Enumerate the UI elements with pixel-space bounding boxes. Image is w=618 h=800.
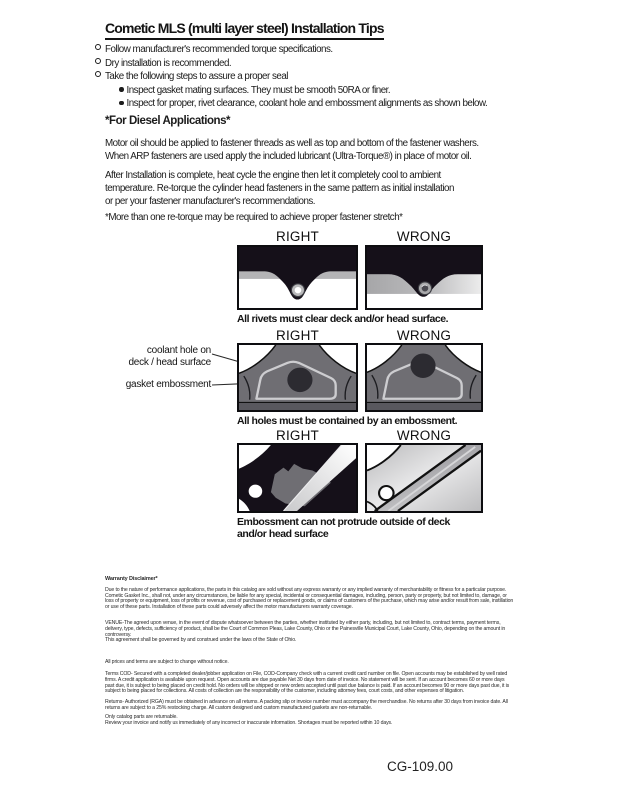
caption-line: and/or head surface bbox=[237, 528, 329, 540]
diagram1-wrong-label: WRONG bbox=[396, 229, 452, 244]
bullet-text: Take the following steps to assure a proper seal bbox=[105, 71, 288, 83]
diagram1-right-panel bbox=[237, 245, 358, 310]
diagram3-wrong-label: WRONG bbox=[396, 428, 452, 443]
rivet-clear-illustration bbox=[239, 247, 356, 308]
annotation-line: coolant hole on bbox=[146, 345, 211, 356]
hole-outside-illustration bbox=[367, 345, 481, 410]
sub-bullet-item bbox=[95, 84, 487, 98]
bullet-item bbox=[95, 43, 487, 57]
bullet-item bbox=[95, 57, 487, 71]
diagram1-right-label: RIGHT bbox=[276, 229, 319, 244]
annotation-line: deck / head surface bbox=[128, 356, 211, 368]
diagram3-right-label: RIGHT bbox=[276, 428, 319, 443]
bullet-text: Follow manufacturer's recommended torque specifications. bbox=[105, 44, 333, 55]
paragraph-line: Motor oil should be applied to fastener threads as well as top and bottom of the fastener washers. bbox=[105, 138, 479, 149]
coolant-hole-icon bbox=[410, 353, 435, 377]
tip-bullet-list bbox=[95, 43, 487, 111]
paragraph-line: After Installation is complete, heat cycle the engine then let it completely cool to ambient bbox=[105, 170, 441, 181]
open-bullet-icon bbox=[95, 58, 101, 64]
sub-bullet-item bbox=[95, 97, 487, 111]
legal-paragraph: All prices and terms are subject to change without notice. bbox=[105, 659, 229, 666]
filled-bullet-icon bbox=[119, 87, 124, 92]
diagram2-right-panel bbox=[237, 343, 358, 412]
diagram1-wrong-panel bbox=[365, 245, 483, 310]
coolant-hole-icon bbox=[287, 368, 312, 392]
diagram2-wrong-label: WRONG bbox=[396, 328, 452, 343]
paragraph-line: When ARP fasteners are used apply the included lubricant (Ultra-Torque®) in place of motor oil. bbox=[105, 151, 472, 163]
legal-paragraph: Only catalog parts are returnable. bbox=[105, 713, 178, 720]
bullet-item bbox=[95, 70, 487, 84]
filled-bullet-icon bbox=[119, 101, 124, 106]
bullet-text: Dry installation is recommended. bbox=[105, 57, 232, 69]
bolt-hole-icon bbox=[249, 485, 263, 498]
paragraph-line: temperature. Re-torque the cylinder head fasteners in the same pattern as initial installation bbox=[105, 183, 454, 195]
retorque-note: *More than one re-torque may be required to achieve proper fastener stretch* bbox=[105, 212, 403, 223]
diagram2-right-label: RIGHT bbox=[276, 328, 319, 343]
diagram3-caption bbox=[237, 516, 450, 540]
diagram1-caption: All rivets must clear deck and/or head surface. bbox=[237, 313, 449, 325]
sub-bullet-text: Inspect for proper, rivet clearance, coolant hole and embossment alignments as shown below. bbox=[126, 98, 488, 110]
warranty-heading: Warranty Disclaimer* bbox=[105, 576, 158, 582]
open-bullet-icon bbox=[95, 44, 101, 50]
bolt-hole-icon bbox=[379, 486, 393, 500]
diagram2-caption: All holes must be contained by an embossment. bbox=[237, 415, 458, 427]
gasket-embossment-annotation: gasket embossment bbox=[125, 379, 211, 390]
diesel-heading: *For Diesel Applications* bbox=[105, 115, 231, 127]
legal-paragraph: VENUE-The agreed upon venue, in the event of dispute whatsoever between the parties, whether instituted by either party, including, but not limited to, contract terms, payment terms, delivery, type, defects, sufficiency of product, shall be the Court of Common Pleas, Lake County, Ohio or the Painesville Municipal Court, Lake County, Ohio, depending on the amount in controversy. bbox=[105, 619, 506, 638]
diesel-paragraph-1 bbox=[105, 137, 479, 163]
diesel-paragraph-2 bbox=[105, 169, 454, 209]
legal-paragraph: Review your invoice and notify us immediately of any incorrect or inaccurate information. Shortages must be reported within 10 days. bbox=[105, 719, 393, 726]
diagram3-wrong-panel bbox=[365, 443, 483, 513]
legal-paragraph: Returns- Authorized (RGA) must be obtained in advance on all returns. A packing slip or invoice number must accompany the merchandise. No returns after 30 days from invoice date. All returns are subject to a 25% restocking charge. All custom designed and custom manufactured gaskets are non-returnable. bbox=[105, 699, 508, 711]
page-code: CG-109.00 bbox=[387, 759, 454, 774]
diagram2-wrong-panel bbox=[365, 343, 483, 412]
diagram3-right-panel bbox=[237, 443, 358, 513]
caption-line: Embossment can not protrude outside of deck bbox=[237, 516, 450, 528]
embossment-inside-illustration bbox=[239, 445, 356, 511]
legal-paragraph: Due to the nature of performance applications, the parts in this catalog are sold without any express warranty or any implied warranty of merchantability or fitness for a particular purpose. Cometic Gasket Inc., shall not, under any circumstances, be liable for any special, incidental or consequential damages, including, person, party or property, but not limited to, damage, or loss of property or equipment, loss of profits or revenue, cost of purchased or replacement goods, or claims of customers of the purchase, which may arise and/or result from sale, instillation or use of these parts. Installation of these parts could adversely affect the motor manufacturers warranty coverage. bbox=[105, 586, 514, 611]
page-title: Cometic MLS (multi layer steel) Installation Tips bbox=[105, 20, 384, 40]
hole-contained-illustration bbox=[239, 345, 356, 410]
legal-disclaimer bbox=[105, 577, 514, 726]
sub-bullet-text: Inspect gasket mating surfaces. They must be smooth 50RA or finer. bbox=[126, 84, 391, 96]
rivet-touch-illustration bbox=[367, 247, 481, 308]
open-bullet-icon bbox=[95, 71, 101, 77]
paragraph-line: or per your fastener manufacturer's recommendations. bbox=[105, 196, 316, 208]
legal-paragraph: Terms COD- Secured with a completed dealer/jobber application on File, COD-Company check with a current credit card number on file. Open accounts may be established by well rated firms. A credit application is available upon request. Open accounts are due payable Net 30 days from date of invoice. No statement will be sent. If an account becomes 60 or more days past due, it is subject to being placed on credit hold. No orders will be shipped or new orders accepted until past due balance is paid. If an account becomes 90 or more days past due, it is subject to being placed for collections. All costs of collection are the responsibility of the customer, including attorney fees, court costs, and other expenses of litigation. bbox=[105, 670, 510, 695]
embossment-protruding-illustration bbox=[367, 445, 481, 511]
legal-paragraph: This agreement shall be governed by and construed under the laws of the State of Ohio. bbox=[105, 637, 297, 644]
coolant-hole-annotation bbox=[100, 345, 211, 368]
